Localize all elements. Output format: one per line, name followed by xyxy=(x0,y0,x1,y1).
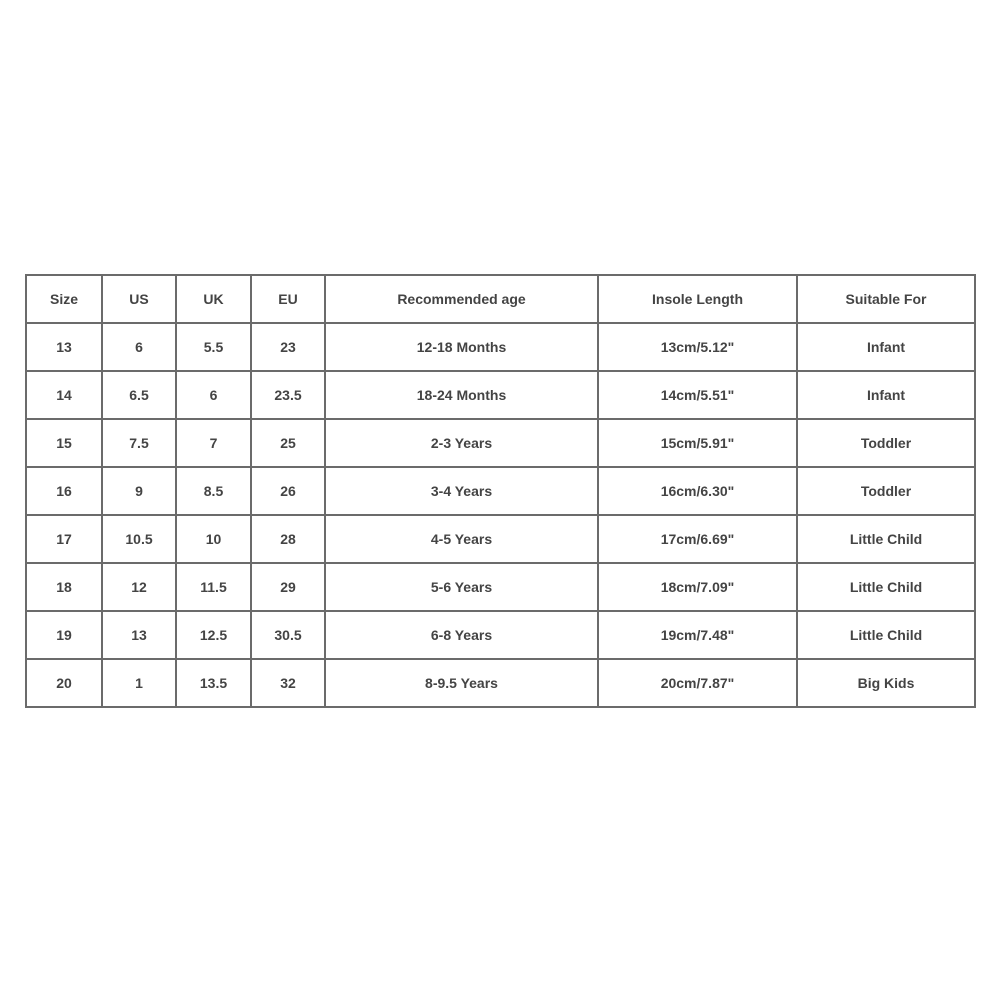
cell-size: 16 xyxy=(26,467,102,515)
table-row xyxy=(26,323,975,371)
cell-uk: 10 xyxy=(176,515,251,563)
cell-uk: 6 xyxy=(176,371,251,419)
cell-size: 18 xyxy=(26,563,102,611)
header-uk: UK xyxy=(176,275,251,323)
cell-insole-length: 18cm/7.09" xyxy=(598,563,797,611)
cell-insole-length: 13cm/5.12" xyxy=(598,323,797,371)
cell-us: 9 xyxy=(102,467,176,515)
cell-us: 7.5 xyxy=(102,419,176,467)
cell-uk: 5.5 xyxy=(176,323,251,371)
cell-eu: 25 xyxy=(251,419,325,467)
cell-suitable-for: Toddler xyxy=(797,467,975,515)
cell-insole-length: 17cm/6.69" xyxy=(598,515,797,563)
cell-eu: 23.5 xyxy=(251,371,325,419)
cell-suitable-for: Big Kids xyxy=(797,659,975,707)
table-row xyxy=(26,419,975,467)
cell-insole-length: 20cm/7.87" xyxy=(598,659,797,707)
cell-size: 13 xyxy=(26,323,102,371)
table-row xyxy=(26,515,975,563)
cell-us: 1 xyxy=(102,659,176,707)
header-size: Size xyxy=(26,275,102,323)
cell-recommended-age: 3-4 Years xyxy=(325,467,598,515)
cell-eu: 28 xyxy=(251,515,325,563)
header-recommended-age: Recommended age xyxy=(325,275,598,323)
header-row xyxy=(26,275,975,323)
header-eu: EU xyxy=(251,275,325,323)
cell-recommended-age: 4-5 Years xyxy=(325,515,598,563)
cell-uk: 11.5 xyxy=(176,563,251,611)
cell-eu: 30.5 xyxy=(251,611,325,659)
table-row xyxy=(26,371,975,419)
cell-size: 17 xyxy=(26,515,102,563)
cell-suitable-for: Little Child xyxy=(797,563,975,611)
header-insole-length: Insole Length xyxy=(598,275,797,323)
cell-uk: 13.5 xyxy=(176,659,251,707)
size-chart-table xyxy=(25,274,976,708)
cell-eu: 26 xyxy=(251,467,325,515)
cell-suitable-for: Infant xyxy=(797,323,975,371)
cell-size: 14 xyxy=(26,371,102,419)
cell-size: 15 xyxy=(26,419,102,467)
cell-recommended-age: 12-18 Months xyxy=(325,323,598,371)
cell-uk: 7 xyxy=(176,419,251,467)
cell-eu: 32 xyxy=(251,659,325,707)
cell-recommended-age: 2-3 Years xyxy=(325,419,598,467)
cell-recommended-age: 18-24 Months xyxy=(325,371,598,419)
table-row xyxy=(26,659,975,707)
cell-uk: 12.5 xyxy=(176,611,251,659)
cell-suitable-for: Little Child xyxy=(797,611,975,659)
cell-us: 6 xyxy=(102,323,176,371)
cell-insole-length: 15cm/5.91" xyxy=(598,419,797,467)
cell-us: 10.5 xyxy=(102,515,176,563)
cell-size: 19 xyxy=(26,611,102,659)
cell-suitable-for: Infant xyxy=(797,371,975,419)
table-row xyxy=(26,563,975,611)
cell-eu: 29 xyxy=(251,563,325,611)
cell-insole-length: 14cm/5.51" xyxy=(598,371,797,419)
cell-insole-length: 16cm/6.30" xyxy=(598,467,797,515)
cell-us: 12 xyxy=(102,563,176,611)
header-suitable-for: Suitable For xyxy=(797,275,975,323)
cell-suitable-for: Little Child xyxy=(797,515,975,563)
cell-us: 6.5 xyxy=(102,371,176,419)
table-row xyxy=(26,467,975,515)
cell-insole-length: 19cm/7.48" xyxy=(598,611,797,659)
cell-recommended-age: 6-8 Years xyxy=(325,611,598,659)
table-row xyxy=(26,611,975,659)
cell-recommended-age: 5-6 Years xyxy=(325,563,598,611)
cell-size: 20 xyxy=(26,659,102,707)
cell-eu: 23 xyxy=(251,323,325,371)
cell-uk: 8.5 xyxy=(176,467,251,515)
cell-recommended-age: 8-9.5 Years xyxy=(325,659,598,707)
cell-suitable-for: Toddler xyxy=(797,419,975,467)
header-us: US xyxy=(102,275,176,323)
cell-us: 13 xyxy=(102,611,176,659)
